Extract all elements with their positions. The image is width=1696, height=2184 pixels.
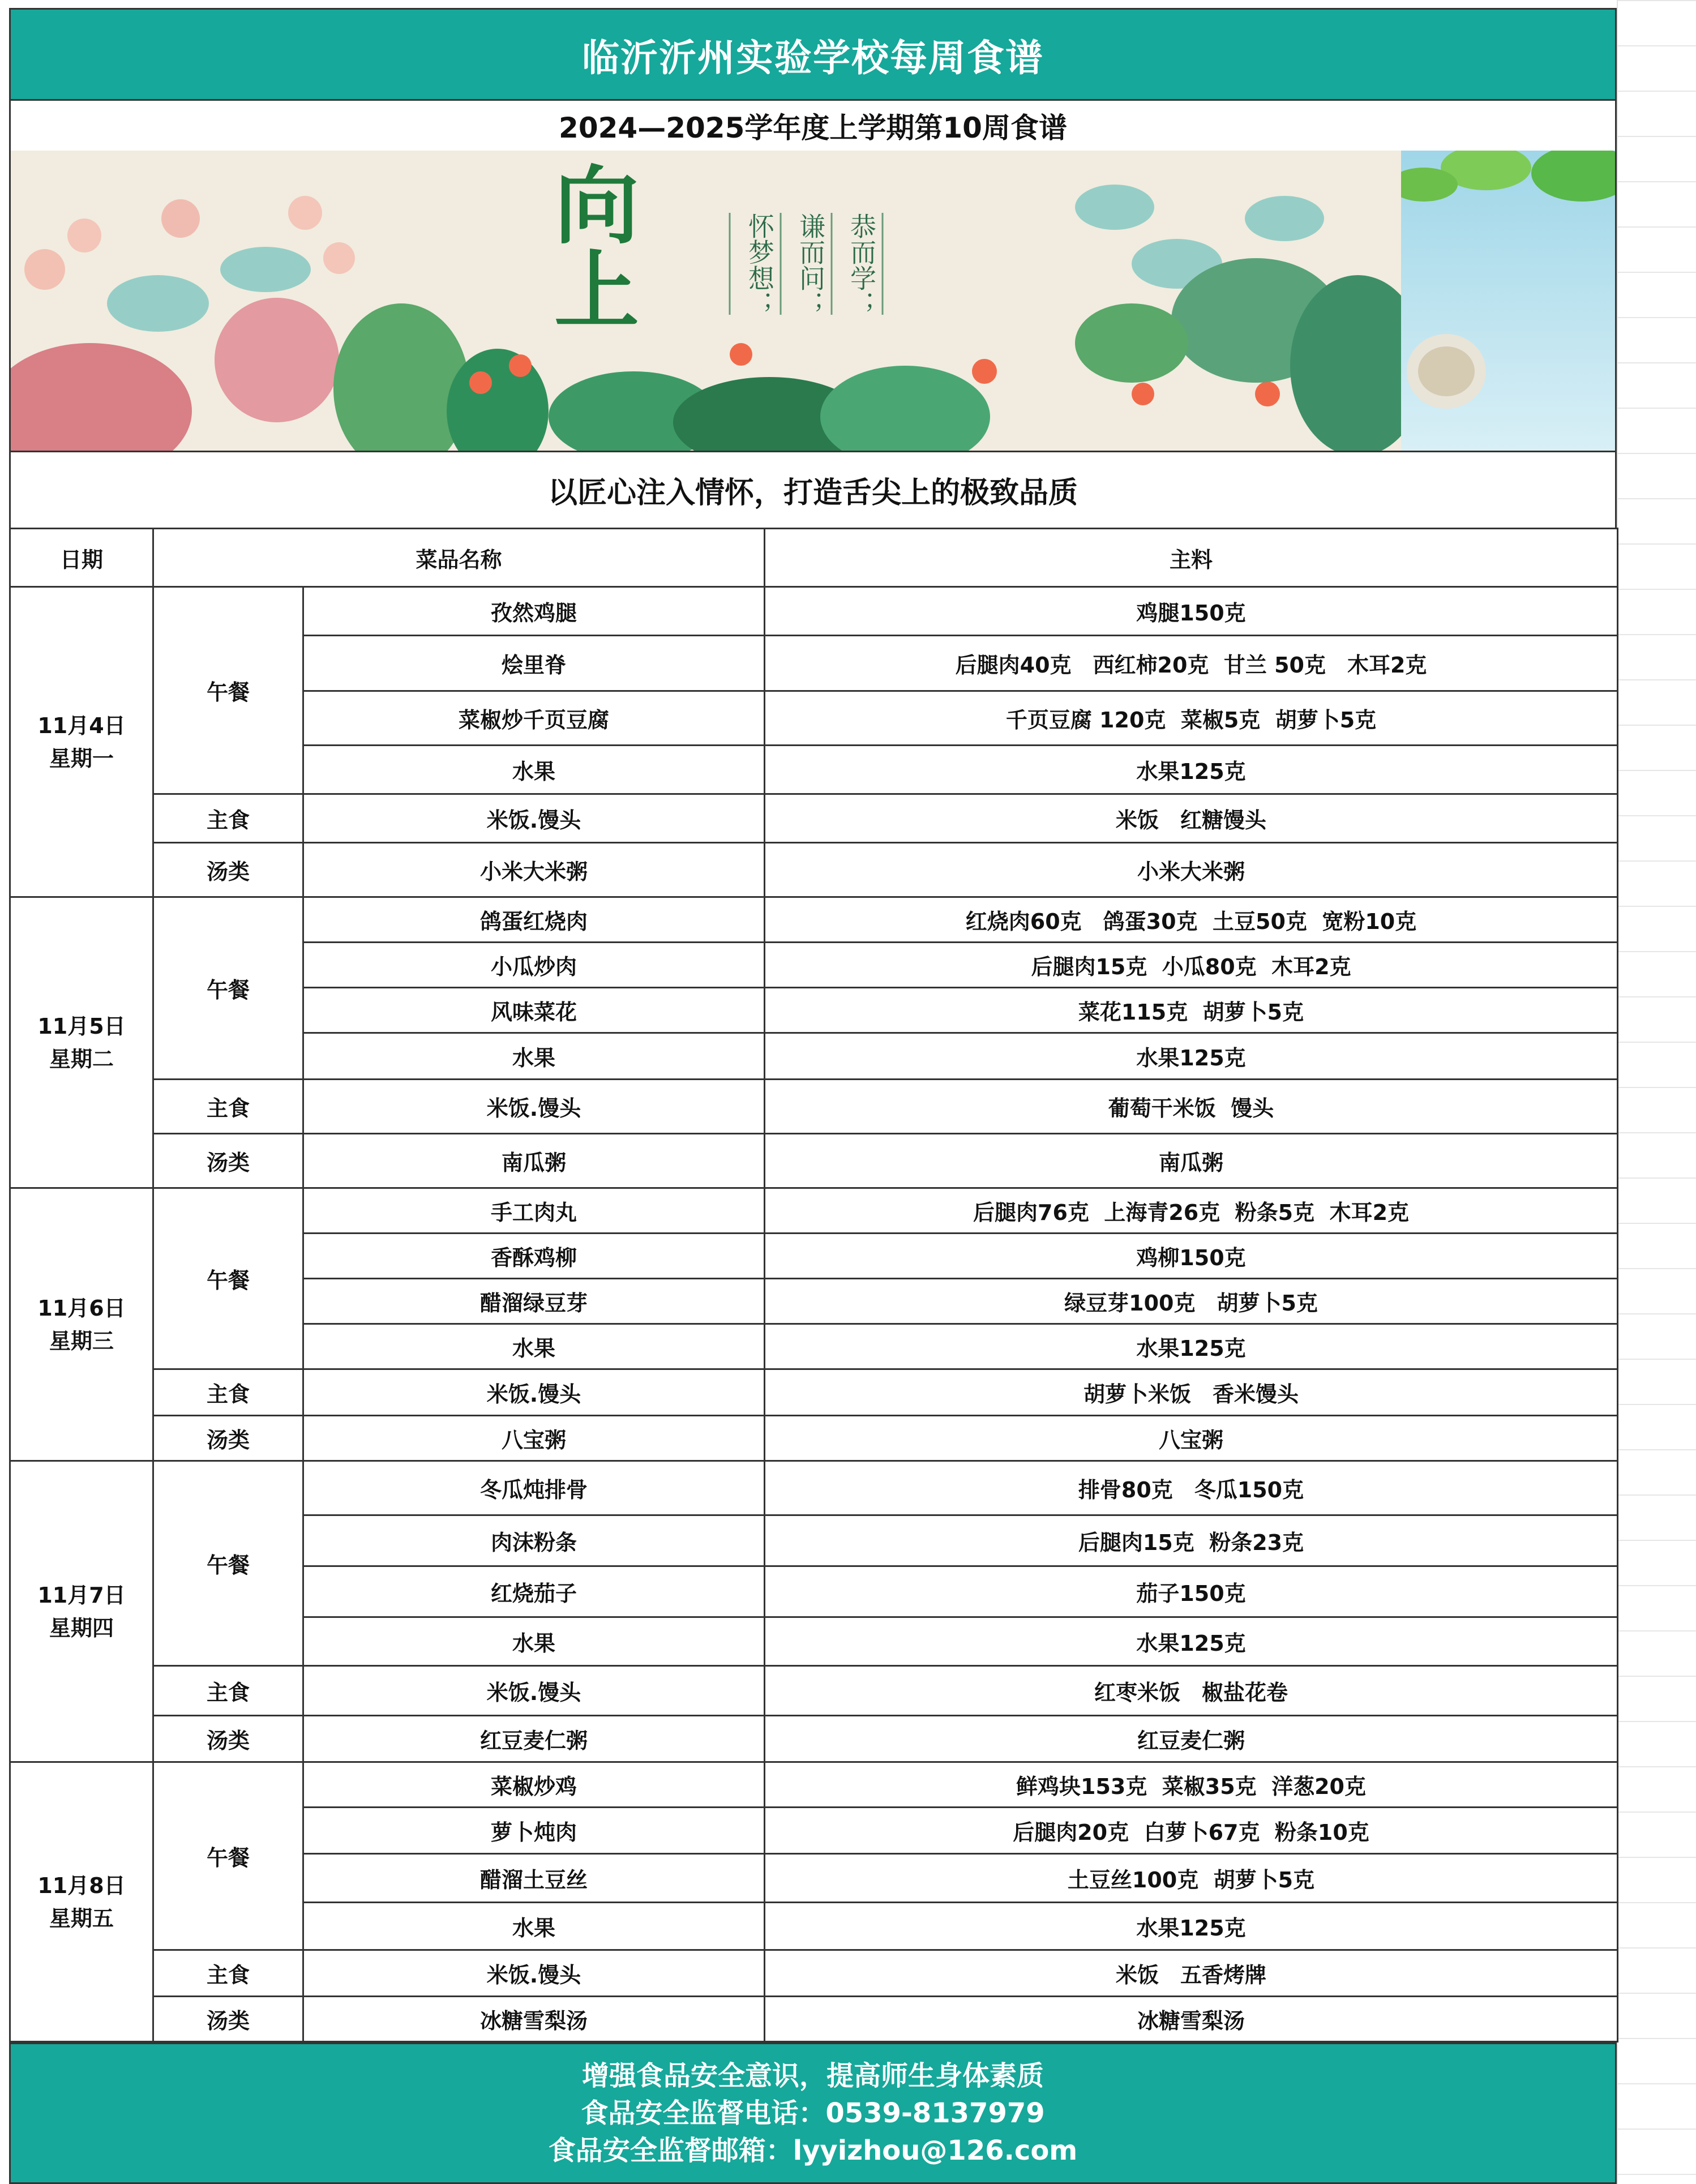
ingredients-cell: 鲜鸡块153克 菜椒35克 洋葱20克 bbox=[765, 1762, 1618, 1808]
ingredients-cell: 排骨80克 冬瓜150克 bbox=[765, 1461, 1618, 1515]
date-text: 11月4日 bbox=[37, 713, 126, 738]
date-cell bbox=[10, 1762, 153, 2042]
dish-name-cell: 香酥鸡柳 bbox=[303, 1234, 765, 1279]
meal-type-cell: 午餐 bbox=[153, 1461, 303, 1666]
slogan: 以匠心注入情怀，打造舌尖上的极致品质 bbox=[9, 451, 1617, 528]
page-title: 临沂沂州实验学校每周食谱 bbox=[9, 8, 1617, 101]
dish-name-cell: 小米大米粥 bbox=[303, 843, 765, 897]
ingredients-cell: 后腿肉40克 西红柿20克 甘兰 50克 木耳2克 bbox=[765, 636, 1618, 691]
plant-illustration bbox=[11, 151, 1401, 451]
dish-name-cell: 菜椒炒鸡 bbox=[303, 1762, 765, 1808]
header-dish: 菜品名称 bbox=[153, 529, 765, 587]
dish-name-cell: 水果 bbox=[303, 1324, 765, 1369]
meal-type-cell: 汤类 bbox=[153, 1997, 303, 2042]
header-ingredients: 主料 bbox=[765, 529, 1618, 587]
meal-type-cell: 汤类 bbox=[153, 1716, 303, 1762]
ingredients-cell: 菜花115克 胡萝卜5克 bbox=[765, 988, 1618, 1033]
date-text: 11月8日 bbox=[37, 1873, 126, 1898]
dish-name-cell: 米饭.馒头 bbox=[303, 1666, 765, 1716]
meal-type-cell: 主食 bbox=[153, 1666, 303, 1716]
ingredients-cell: 水果125克 bbox=[765, 1903, 1618, 1950]
table-row bbox=[10, 1950, 1618, 1997]
poem-column-1: 恭而学； bbox=[846, 213, 877, 317]
dish-name-cell: 水果 bbox=[303, 746, 765, 794]
meal-type-cell: 主食 bbox=[153, 1080, 303, 1134]
dish-name-cell: 米饭.馒头 bbox=[303, 794, 765, 843]
dish-name-cell: 水果 bbox=[303, 1903, 765, 1950]
header-date: 日期 bbox=[10, 529, 153, 587]
ingredients-cell: 葡萄干米饭 馒头 bbox=[765, 1080, 1618, 1134]
ingredients-cell: 南瓜粥 bbox=[765, 1134, 1618, 1188]
table-row bbox=[10, 843, 1618, 897]
date-cell bbox=[10, 1461, 153, 1762]
ingredients-cell: 后腿肉76克 上海青26克 粉条5克 木耳2克 bbox=[765, 1188, 1618, 1234]
ingredients-cell: 红枣米饭 椒盐花卷 bbox=[765, 1666, 1618, 1716]
footer-phone: 食品安全监督电话：0539-8137979 bbox=[581, 2097, 1045, 2129]
dish-name-cell: 八宝粥 bbox=[303, 1416, 765, 1461]
table-row bbox=[10, 1762, 1618, 1808]
date-cell bbox=[10, 897, 153, 1188]
date-text: 11月6日 bbox=[37, 1295, 126, 1321]
footer-email: 食品安全监督邮箱：lyyizhou@126.com bbox=[548, 2135, 1078, 2166]
ingredients-cell: 水果125克 bbox=[765, 1324, 1618, 1369]
ingredients-cell: 千页豆腐 120克 菜椒5克 胡萝卜5克 bbox=[765, 691, 1618, 746]
table-row bbox=[10, 1134, 1618, 1188]
weekday-text: 星期二 bbox=[49, 1046, 114, 1072]
dish-name-cell: 烩里脊 bbox=[303, 636, 765, 691]
date-text: 11月7日 bbox=[37, 1582, 126, 1608]
ingredients-cell: 土豆丝100克 胡萝卜5克 bbox=[765, 1854, 1618, 1903]
dish-name-cell: 米饭.馒头 bbox=[303, 1369, 765, 1416]
dish-name-cell: 米饭.馒头 bbox=[303, 1950, 765, 1997]
meal-type-cell: 午餐 bbox=[153, 1762, 303, 1950]
banner-side-photo bbox=[1401, 151, 1617, 451]
menu-table bbox=[9, 528, 1618, 2042]
meal-type-cell: 汤类 bbox=[153, 1416, 303, 1461]
table-row bbox=[10, 1666, 1618, 1716]
table-row bbox=[10, 897, 1618, 943]
weekday-text: 星期一 bbox=[49, 746, 114, 771]
meal-type-cell: 主食 bbox=[153, 794, 303, 843]
dish-name-cell: 孜然鸡腿 bbox=[303, 587, 765, 636]
leaves-photo bbox=[1401, 151, 1617, 451]
meal-type-cell: 主食 bbox=[153, 1369, 303, 1416]
dish-name-cell: 醋溜绿豆芽 bbox=[303, 1279, 765, 1324]
poem-column-3: 怀梦想； bbox=[744, 213, 775, 317]
ingredients-cell: 八宝粥 bbox=[765, 1416, 1618, 1461]
meal-type-cell: 主食 bbox=[153, 1950, 303, 1997]
ingredients-cell: 水果125克 bbox=[765, 1033, 1618, 1080]
table-row bbox=[10, 1461, 1618, 1515]
table-row bbox=[10, 1369, 1618, 1416]
decorative-banner bbox=[9, 151, 1617, 451]
weekday-text: 星期四 bbox=[49, 1615, 114, 1641]
dish-name-cell: 醋溜土豆丝 bbox=[303, 1854, 765, 1903]
dish-name-cell: 小瓜炒肉 bbox=[303, 943, 765, 988]
dish-name-cell: 风味菜花 bbox=[303, 988, 765, 1033]
ingredients-cell: 水果125克 bbox=[765, 746, 1618, 794]
banner-illustration bbox=[11, 151, 1401, 451]
poem-column-2: 谦而问； bbox=[795, 213, 826, 317]
ingredients-cell: 水果125克 bbox=[765, 1617, 1618, 1666]
ingredients-cell: 米饭 红糖馒头 bbox=[765, 794, 1618, 843]
meal-type-cell: 汤类 bbox=[153, 1134, 303, 1188]
date-cell bbox=[10, 1188, 153, 1461]
ingredients-cell: 后腿肉15克 粉条23克 bbox=[765, 1515, 1618, 1566]
dish-name-cell: 米饭.馒头 bbox=[303, 1080, 765, 1134]
dish-name-cell: 冬瓜炖排骨 bbox=[303, 1461, 765, 1515]
spreadsheet-gridlines bbox=[1617, 0, 1696, 2184]
footer-safety-line: 增强食品安全意识，提高师生身体素质 bbox=[581, 2060, 1044, 2092]
meal-type-cell: 午餐 bbox=[153, 897, 303, 1080]
dish-name-cell: 红烧茄子 bbox=[303, 1566, 765, 1617]
table-row bbox=[10, 1416, 1618, 1461]
dish-name-cell: 菜椒炒千页豆腐 bbox=[303, 691, 765, 746]
dish-name-cell: 萝卜炖肉 bbox=[303, 1808, 765, 1854]
week-subtitle: 2024—2025学年度上学期第10周食谱 bbox=[9, 101, 1617, 151]
weekday-text: 星期三 bbox=[49, 1328, 114, 1354]
date-text: 11月5日 bbox=[37, 1013, 126, 1039]
dish-name-cell: 水果 bbox=[303, 1617, 765, 1666]
weekday-text: 星期五 bbox=[49, 1905, 114, 1931]
table-row bbox=[10, 587, 1618, 636]
ingredients-cell: 后腿肉15克 小瓜80克 木耳2克 bbox=[765, 943, 1618, 988]
table-row bbox=[10, 1080, 1618, 1134]
dish-name-cell: 肉沫粉条 bbox=[303, 1515, 765, 1566]
dish-name-cell: 红豆麦仁粥 bbox=[303, 1716, 765, 1762]
ingredients-cell: 红烧肉60克 鸽蛋30克 土豆50克 宽粉10克 bbox=[765, 897, 1618, 943]
banner-char-2: 上 bbox=[554, 241, 640, 341]
meal-type-cell: 汤类 bbox=[153, 843, 303, 897]
banner-char-1: 向 bbox=[554, 156, 640, 256]
ingredients-cell: 冰糖雪梨汤 bbox=[765, 1997, 1618, 2042]
dish-name-cell: 南瓜粥 bbox=[303, 1134, 765, 1188]
ingredients-cell: 鸡腿150克 bbox=[765, 587, 1618, 636]
meal-type-cell: 午餐 bbox=[153, 1188, 303, 1369]
meal-type-cell: 午餐 bbox=[153, 587, 303, 794]
footer bbox=[9, 2042, 1617, 2184]
table-row bbox=[10, 1997, 1618, 2042]
menu-sheet bbox=[9, 8, 1617, 2184]
ingredients-cell: 小米大米粥 bbox=[765, 843, 1618, 897]
table-row bbox=[10, 794, 1618, 843]
date-cell bbox=[10, 587, 153, 897]
ingredients-cell: 红豆麦仁粥 bbox=[765, 1716, 1618, 1762]
header-row bbox=[10, 529, 1618, 587]
ingredients-cell: 后腿肉20克 白萝卜67克 粉条10克 bbox=[765, 1808, 1618, 1854]
dish-name-cell: 鸽蛋红烧肉 bbox=[303, 897, 765, 943]
table-row bbox=[10, 1716, 1618, 1762]
ingredients-cell: 绿豆芽100克 胡萝卜5克 bbox=[765, 1279, 1618, 1324]
ingredients-cell: 茄子150克 bbox=[765, 1566, 1618, 1617]
dish-name-cell: 冰糖雪梨汤 bbox=[303, 1997, 765, 2042]
dish-name-cell: 水果 bbox=[303, 1033, 765, 1080]
ingredients-cell: 鸡柳150克 bbox=[765, 1234, 1618, 1279]
dish-name-cell: 手工肉丸 bbox=[303, 1188, 765, 1234]
ingredients-cell: 米饭 五香烤牌 bbox=[765, 1950, 1618, 1997]
ingredients-cell: 胡萝卜米饭 香米馒头 bbox=[765, 1369, 1618, 1416]
table-row bbox=[10, 1188, 1618, 1234]
